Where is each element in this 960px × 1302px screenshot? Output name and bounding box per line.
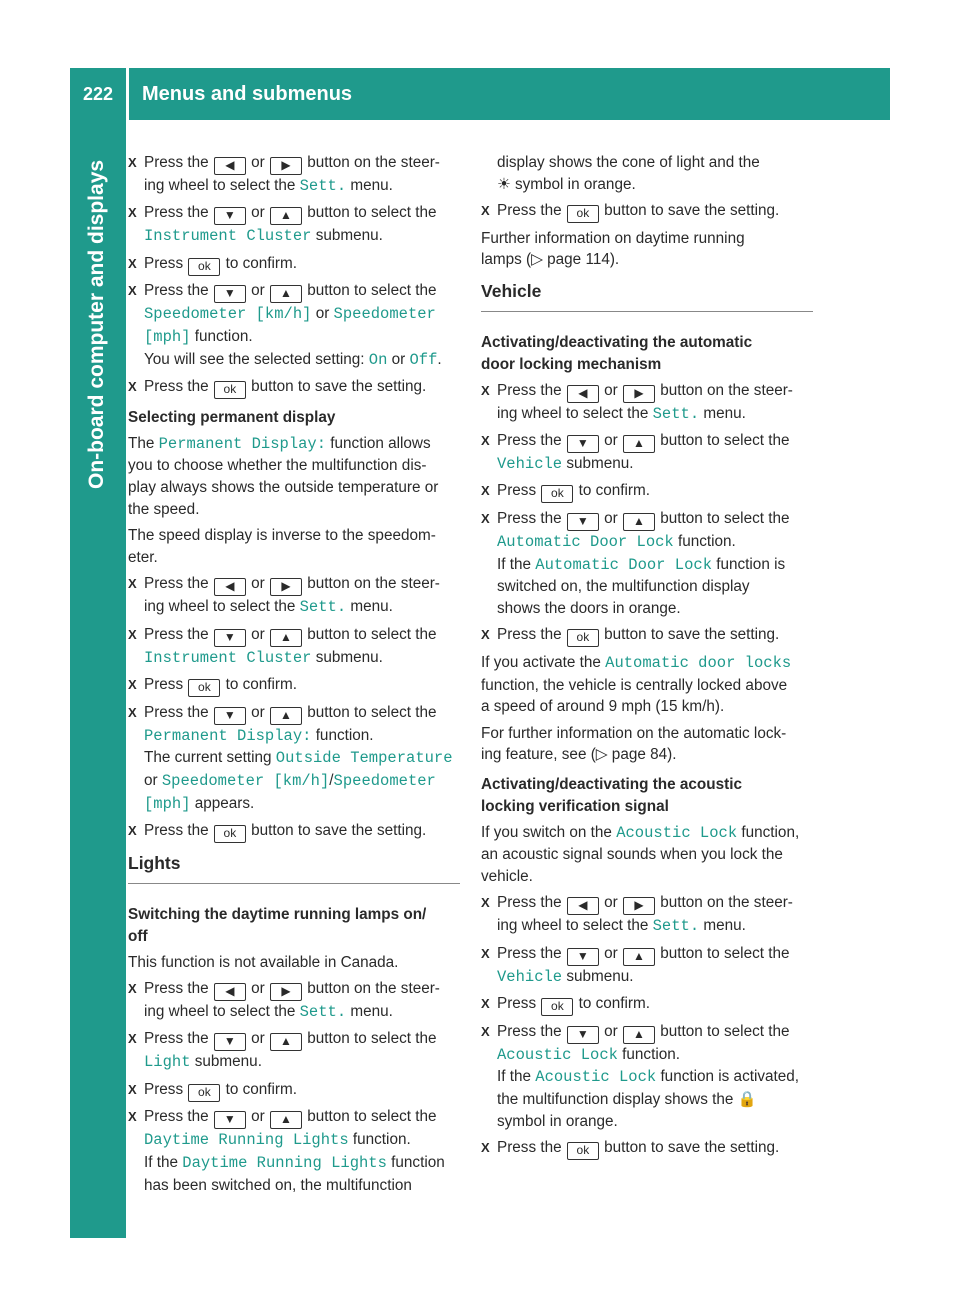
step: X Press the ◀ or ▶ button on the steer- ing wheel to select the Sett. menu.	[128, 575, 440, 617]
up-key-icon: ▲	[623, 1026, 655, 1044]
section-heading-lights: Lights	[128, 853, 181, 873]
step: X Press the ▼ or ▲ button to select the Daytime Running Lights function. If the Daytime Running Lights function has been switched on, the multifunction	[128, 1108, 445, 1194]
paragraph: If you activate the Automatic door locks function, the vehicle is centrally locked above a speed of around 9 mph (15 km/h).	[481, 653, 792, 716]
section-rule	[128, 883, 460, 885]
arrow-icon: X	[128, 378, 137, 394]
arrow-icon: X	[481, 895, 490, 911]
arrow-icon: X	[128, 981, 137, 997]
subheading: Activating/deactivating the acoustic locking verification signal	[481, 776, 742, 815]
step: X Press the ◀ or ▶ button on the steer- ing wheel to select the Sett. menu.	[128, 980, 440, 1022]
arrow-icon: X	[128, 205, 137, 221]
arrow-icon: X	[128, 1031, 137, 1047]
arrow-icon: X	[128, 704, 137, 720]
ok-key-icon: ok	[188, 258, 220, 276]
left-key-icon: ◀	[214, 983, 246, 1001]
arrow-icon: X	[481, 483, 490, 499]
step-continued: display shows the cone of light and the ☀ symbol in orange.	[497, 154, 760, 193]
section-heading-vehicle: Vehicle	[481, 281, 542, 301]
step: X Press the ◀ or ▶ button on the steer- ing wheel to select the Sett. menu.	[481, 894, 793, 936]
step: X Press ok to confirm.	[128, 1079, 460, 1102]
right-key-icon: ▶	[270, 578, 302, 596]
step: X Press the ▼ or ▲ button to select the Speedometer [km/h] or Speedometer [mph] function. You will see the selected setting: On or Off.	[128, 282, 442, 369]
step: X Press ok to confirm.	[481, 993, 813, 1016]
step: X Press the ok button to save the setting.	[481, 1137, 813, 1160]
arrow-icon: X	[481, 432, 490, 448]
left-key-icon: ◀	[567, 897, 599, 915]
step: X Press ok to confirm.	[128, 674, 460, 697]
arrow-icon: X	[128, 255, 137, 271]
left-column	[128, 152, 460, 1201]
step: X Press the ▼ or ▲ button to select the Light submenu.	[128, 1030, 437, 1072]
left-key-icon: ◀	[567, 385, 599, 403]
down-key-icon: ▼	[567, 435, 599, 453]
ok-key-icon: ok	[541, 998, 573, 1016]
light-symbol-icon: ☀	[497, 175, 511, 193]
arrow-icon: X	[128, 576, 137, 592]
down-key-icon: ▼	[214, 707, 246, 725]
left-key-icon: ◀	[214, 157, 246, 175]
step: X Press the ok button to save the setting.	[128, 820, 460, 843]
step: X Press the ◀ or ▶ button on the steer- ing wheel to select the Sett. menu.	[481, 381, 793, 423]
chapter-label: On-board computer and displays	[85, 160, 108, 490]
arrow-icon: X	[128, 677, 137, 692]
arrow-icon: X	[481, 627, 490, 643]
step: X Press the ▼ or ▲ button to select the Permanent Display: function. The current setting Outside Temperature or Speedometer [km/h]/Speedometer [mph] appears.	[128, 703, 453, 813]
down-key-icon: ▼	[214, 1033, 246, 1051]
step: X Press the ok button to save the setting.	[128, 376, 460, 399]
arrow-icon: X	[481, 510, 490, 526]
up-key-icon: ▲	[270, 707, 302, 725]
lock-icon: 🔒	[737, 1091, 757, 1109]
up-key-icon: ▲	[270, 1033, 302, 1051]
ok-key-icon: ok	[567, 205, 599, 223]
ok-key-icon: ok	[567, 1142, 599, 1160]
ok-key-icon: ok	[188, 1084, 220, 1102]
up-key-icon: ▲	[623, 513, 655, 531]
arrow-icon: X	[128, 283, 137, 299]
section-rule	[481, 311, 813, 313]
step: X Press the ◀ or ▶ button on the steer- ing wheel to select the Sett. menu.	[128, 154, 440, 195]
page-number: 222	[82, 83, 114, 104]
up-key-icon: ▲	[270, 207, 302, 225]
page-title: Menus and submenus	[142, 82, 353, 105]
arrow-icon: X	[128, 626, 137, 642]
right-key-icon: ▶	[623, 385, 655, 403]
step: X Press the ok button to save the setting.	[481, 624, 813, 647]
paragraph: If you switch on the Acoustic Lock function, an acoustic signal sounds when you lock the vehicle.	[481, 823, 800, 885]
arrow-icon: X	[481, 1023, 490, 1039]
step: X Press the ▼ or ▲ button to select the Acoustic Lock function. If the Acoustic Lock function is activated, the multifunction display shows the 🔒 symbol in orange.	[481, 1022, 800, 1130]
right-key-icon: ▶	[623, 897, 655, 915]
down-key-icon: ▼	[214, 1111, 246, 1129]
arrow-icon: X	[128, 1109, 137, 1125]
ok-key-icon: ok	[214, 825, 246, 843]
paragraph: For further information on the automatic lock- ing feature, see (▷ page 84).	[481, 724, 787, 764]
arrow-icon: X	[481, 203, 490, 218]
step: X Press ok to confirm.	[481, 480, 813, 503]
arrow-icon: X	[481, 382, 490, 398]
right-key-icon: ▶	[270, 983, 302, 1001]
arrow-icon: X	[128, 1081, 137, 1097]
ok-key-icon: ok	[541, 485, 573, 503]
right-column	[481, 152, 813, 1165]
step: X Press the ▼ or ▲ button to select the Automatic Door Lock function. If the Automatic Door Lock function is switched on, the multifunction display shows the doors in orange.	[481, 509, 790, 617]
header-divider	[126, 68, 129, 120]
down-key-icon: ▼	[214, 207, 246, 225]
paragraph: The speed display is inverse to the speedom- eter.	[128, 527, 436, 566]
arrow-icon: X	[128, 155, 137, 170]
up-key-icon: ▲	[623, 948, 655, 966]
subheading: Activating/deactivating the automatic door locking mechanism	[481, 334, 753, 373]
arrow-icon: X	[481, 1140, 490, 1156]
up-key-icon: ▲	[270, 629, 302, 647]
step: X Press the ok button to save the setting.	[481, 200, 813, 223]
up-key-icon: ▲	[270, 285, 302, 303]
left-key-icon: ◀	[214, 578, 246, 596]
arrow-icon: X	[481, 996, 490, 1012]
step: X Press the ▼ or ▲ button to select the Instrument Cluster submenu.	[128, 204, 437, 246]
ok-key-icon: ok	[567, 629, 599, 647]
ok-key-icon: ok	[214, 381, 246, 399]
paragraph: The Permanent Display: function allows you to choose whether the multifunction dis- play always shows the outside temperature or the speed.	[128, 434, 439, 518]
arrow-icon: X	[128, 823, 137, 838]
up-key-icon: ▲	[623, 435, 655, 453]
subheading: Selecting permanent display	[128, 408, 336, 426]
paragraph: Further information on daytime running lamps (▷ page 114).	[481, 229, 745, 269]
step: X Press ok to confirm.	[128, 253, 460, 276]
step: X Press the ▼ or ▲ button to select the Instrument Cluster submenu.	[128, 625, 437, 667]
down-key-icon: ▼	[214, 285, 246, 303]
ok-key-icon: ok	[188, 679, 220, 697]
up-key-icon: ▲	[270, 1111, 302, 1129]
step: X Press the ▼ or ▲ button to select the Vehicle submenu.	[481, 431, 790, 473]
paragraph: This function is not available in Canada.	[128, 953, 399, 971]
down-key-icon: ▼	[567, 513, 599, 531]
subheading: Switching the daytime running lamps on/ off	[128, 906, 427, 945]
down-key-icon: ▼	[214, 629, 246, 647]
right-key-icon: ▶	[270, 157, 302, 175]
down-key-icon: ▼	[567, 948, 599, 966]
step: X Press the ▼ or ▲ button to select the Vehicle submenu.	[481, 944, 790, 986]
down-key-icon: ▼	[567, 1026, 599, 1044]
arrow-icon: X	[481, 945, 490, 961]
